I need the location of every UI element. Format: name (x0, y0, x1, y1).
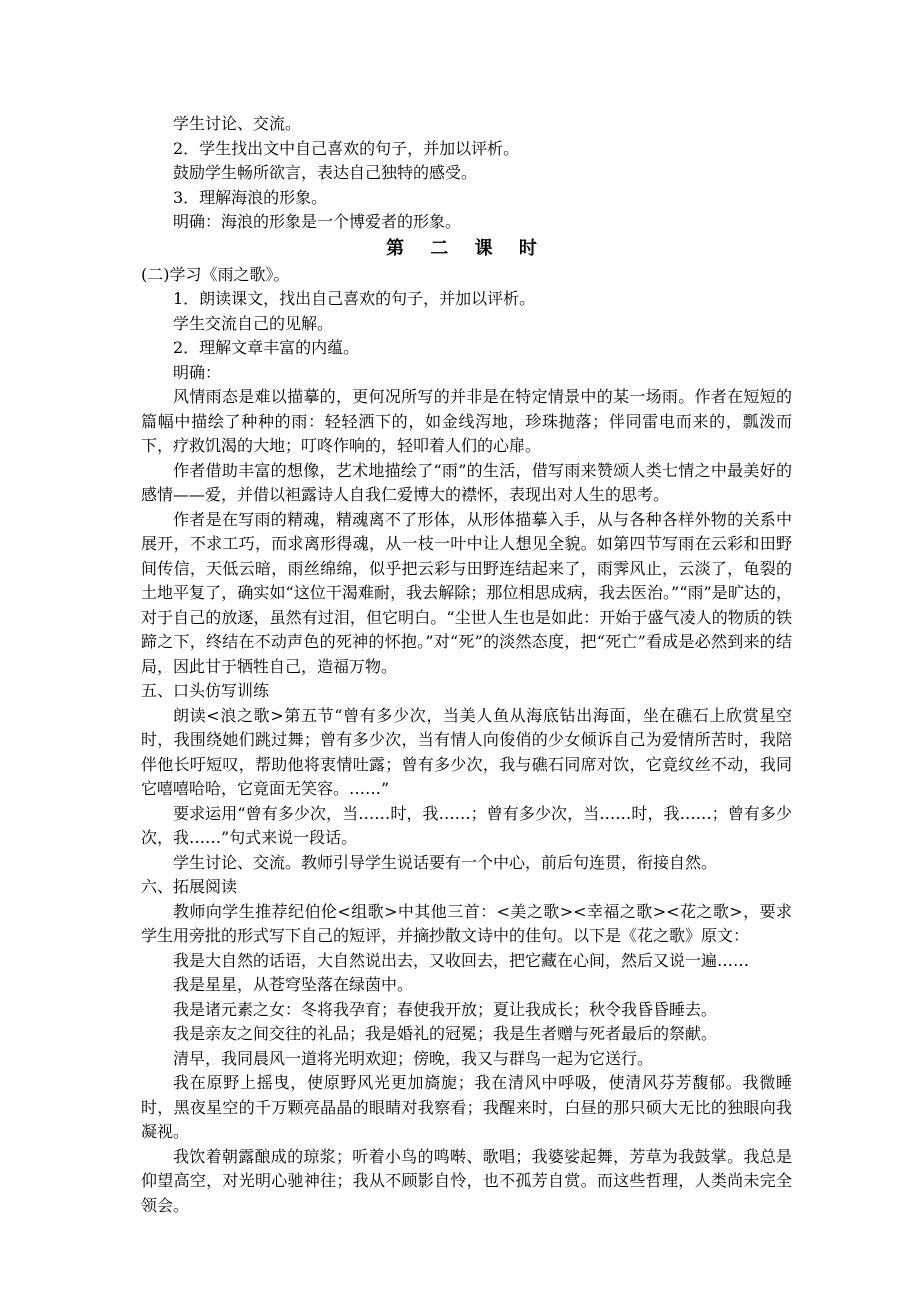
text-line: 明确：海浪的形象是一个博爱者的形象。 (173, 212, 462, 231)
subsection-title: (二)学习《雨之歌》。 (141, 264, 290, 284)
paragraph: 我在原野上摇曳，使原野风光更加旖旎；我在清风中呼吸，使清风芬芳馥郁。我微睡时，黑夜星空的千万颗亮晶晶的眼睛对我察看；我醒来时，白昼的那只硕大无比的独眼向我凝视。 (141, 1073, 792, 1141)
paragraph: 作者是在写雨的精魂，精魂离不了形体，从形体描摹入手，从与各种各样外物的关系中展开，不求工巧，而求离形得魂，从一枝一叶中让人想见全貌。如第四节写雨在云彩和田野间传信，天低云暗，雨丝绵绵，似乎把云彩与田野连结起来了，雨霁风止，云淡了，龟裂的土地平复了，确实如“这位干渴难耐，我去解除；那位相思成病，我去医治。”“雨”是旷达的，对于自己的放逐，虽然有过泪，但它明白。“尘世人生也是如此：开始于盛气凌人的物质的铁蹄之下，终结在不动声色的死神的怀抱。”对“死”的淡然态度，把“死亡”看成是必然到来的结局，因此甘于牺牲自己，造福万物。 (141, 509, 792, 676)
paragraph: 作者借助丰富的想像，艺术地描绘了“雨”的生活，借写雨来赞颂人类七情之中最美好的感情——爱，并借以袒露诗人自我仁爱博大的襟怀，表现出对人生的思考。 (141, 460, 792, 504)
paragraph: 朗读<浪之歌>第五节“曾有多少次，当美人鱼从海底钻出海面，坐在礁石上欣赏星空时，我围绕她们跳过舞；曾有多少次，当有情人向俊俏的少女倾诉自己为爱情所苦时，我陪伴他长吁短叹，帮助他将衷情吐露；曾有多少次，我与礁石同席对饮，它竟纹丝不动，我同它嘻嘻哈哈，它竟面无笑容。……” (141, 705, 792, 798)
text-line: 2．学生找出文中自己喜欢的句子，并加以评析。 (173, 138, 520, 158)
paragraph: 我是星星，从苍穹坠落在绿茵中。 (173, 975, 414, 994)
text-line: 1．朗读课文，找出自己喜欢的句子，并加以评析。 (173, 289, 536, 308)
text-line: 2．理解文章丰富的内蕴。 (173, 338, 360, 357)
text-line: 学生讨论、交流。 (173, 114, 302, 133)
paragraph: 我是亲友之间交往的礼品；我是婚礼的冠冕；我是生者赠与死者最后的祭献。 (173, 1024, 718, 1043)
text-line: 鼓励学生畅所欲言，表达自己独特的感受。 (173, 163, 478, 182)
paragraph: 要求运用“曾有多少次，当……时，我……；曾有多少次，当……时，我……；曾有多少次，我……”句式来说一段话。 (141, 803, 792, 847)
paragraph: 我是大自然的话语，大自然说出去，又收回去，把它藏在心间，然后又说一遍…… (173, 950, 750, 970)
text-line: 明确： (173, 362, 222, 382)
paragraph: 我是诸元素之女：冬将我孕育；春使我开放；夏让我成长；秋令我昏昏睡去。 (173, 999, 718, 1019)
section-title: 六、拓展阅读 (141, 877, 238, 896)
document-page (141, 112, 792, 1218)
paragraph: 我饮着朝露酿成的琼浆；听着小鸟的鸣啭、歌唱；我婆娑起舞，芳草为我鼓掌。我总是仰望高空，对光明心驰神往；我从不顾影自怜，也不孤芳自赏。而这些哲理，人类尚未完全领会。 (141, 1146, 792, 1215)
section-title: 五、口头仿写训练 (141, 681, 270, 700)
paragraph: 风情雨态是难以描摹的，更何况所写的并非是在特定情景中的某一场雨。作者在短短的篇幅中描绘了种种的雨：轻轻洒下的，如金线泻地，珍珠抛落；伴同雷电而来的，瓢泼而下，疗救饥渴的大地；叮咚作响的，轻叩着人们的心扉。 (141, 387, 792, 455)
text-line: 学生交流自己的见解。 (173, 313, 334, 333)
text-line: 3．理解海浪的形象。 (173, 187, 328, 207)
paragraph: 教师向学生推荐纪伯伦<组歌>中其他三首：<美之歌><幸福之歌><花之歌>，要求学生用旁批的形式写下自己的短评，并摘抄散文诗中的佳句。以下是《花之歌》原文： (141, 901, 792, 945)
paragraph: 清早，我同晨风一道将光明欢迎；傍晚，我又与群鸟一起为它送行。 (173, 1048, 654, 1068)
section-heading: 第 二 课 时 (386, 237, 547, 259)
paragraph: 学生讨论、交流。教师引导学生说话要有一个中心，前后句连贯，衔接自然。 (173, 852, 718, 872)
